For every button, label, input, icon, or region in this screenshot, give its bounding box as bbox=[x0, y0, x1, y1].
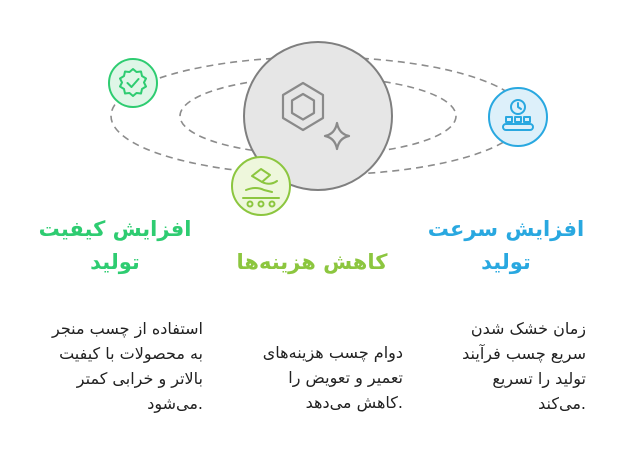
cost-desc-line-1: دوام چسب هزینه‌های bbox=[262, 343, 403, 362]
quality-title-line-2: تولید bbox=[90, 250, 140, 274]
quality-desc-line-4: .می‌شود bbox=[147, 394, 203, 413]
quality-title-line-1: افزایش کیفیت bbox=[38, 217, 192, 241]
cost-title-line-1: کاهش هزینه‌ها bbox=[236, 250, 388, 274]
quality-desc-line-1: استفاده از چسب منجر bbox=[51, 319, 203, 338]
quality-description bbox=[18, 316, 203, 416]
speed-desc-line-3: تولید را تسریع bbox=[492, 369, 586, 388]
speed-title bbox=[420, 213, 592, 279]
cost-desc-line-3: .کاهش می‌دهد bbox=[305, 393, 403, 412]
quality-desc-line-3: بالاتر و خرابی کمتر bbox=[76, 369, 203, 388]
quality-desc-line-2: به محصولات با کیفیت bbox=[59, 344, 203, 363]
cost-desc-line-2: تعمیر و تعویض را bbox=[288, 368, 403, 387]
cost-title bbox=[222, 246, 402, 279]
speed-title-line-2: تولید bbox=[481, 250, 531, 274]
speed-desc-line-2: سریع چسب فرآیند bbox=[462, 344, 586, 363]
cost-description bbox=[218, 340, 403, 415]
quality-node bbox=[109, 59, 157, 107]
speed-description bbox=[426, 316, 586, 416]
quality-title bbox=[30, 213, 200, 279]
speed-title-line-1: افزایش سرعت bbox=[427, 217, 585, 241]
speed-desc-line-4: .می‌کند bbox=[538, 394, 586, 413]
cost-node bbox=[232, 157, 290, 215]
speed-desc-line-1: زمان خشک شدن bbox=[470, 319, 586, 338]
speed-node bbox=[489, 88, 547, 146]
